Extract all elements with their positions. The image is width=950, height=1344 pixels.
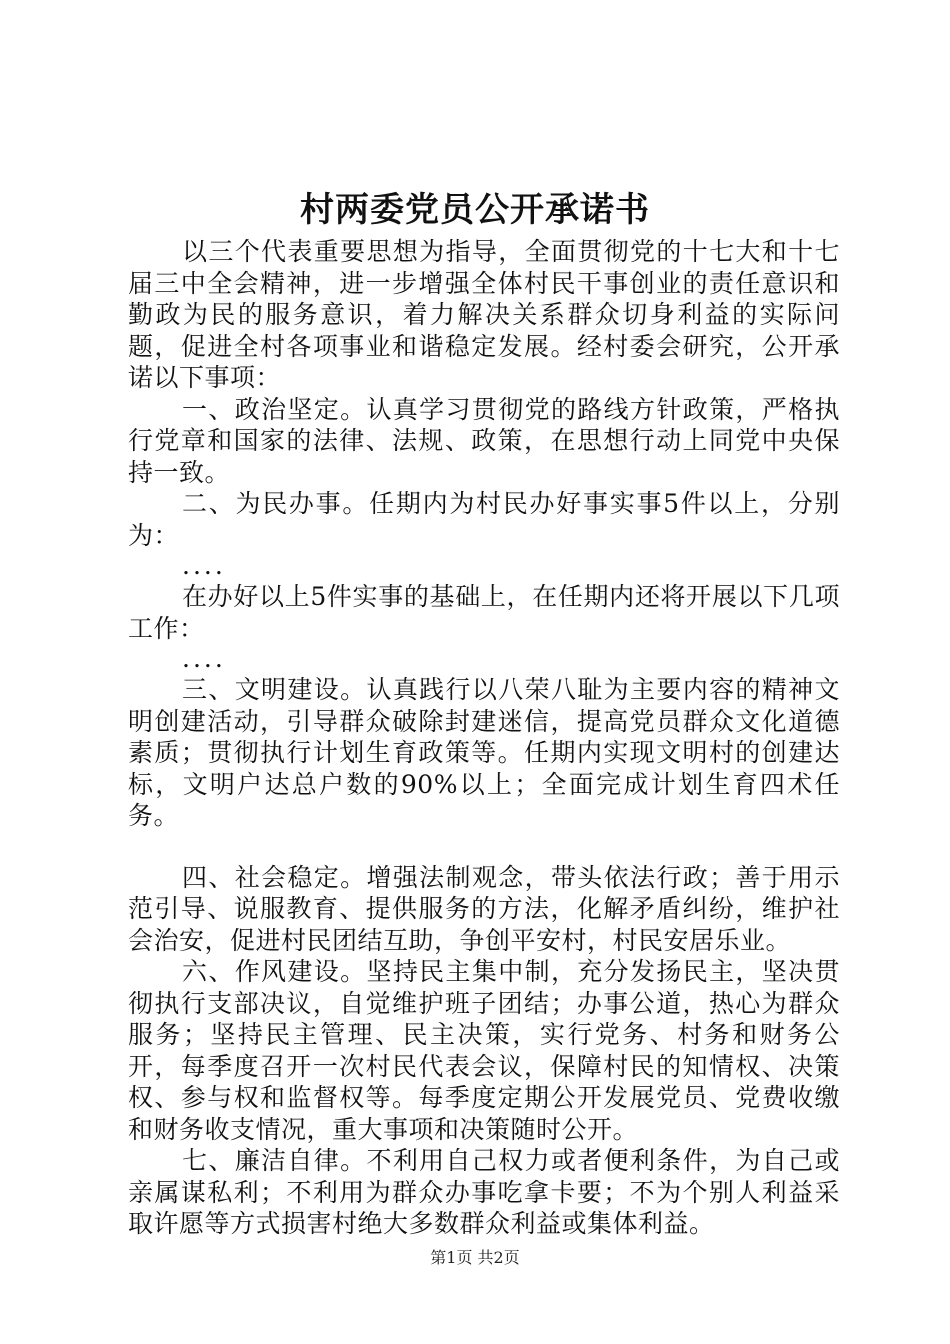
placeholder-ellipsis: .... — [182, 644, 226, 673]
page-indicator: 第1页 共2页 — [430, 1248, 520, 1267]
commitment-work-style: 六、作风建设。坚持民主集中制，充分发扬民主，坚决贯彻执行支部决议，自觉维护班子团结；办事公道，热心为群众服务；坚持民主管理、民主决策，实行党务、村务和财务公开，每季度召开一次村民代表会议，保障村民的知情权、决策权、参与权和监督权等。每季度定期公开发展党员、党费收缴和财务收支情况，重大事项和决策随时公开。 — [128, 957, 840, 1144]
placeholder-ellipsis: .... — [182, 551, 226, 580]
document-body — [128, 236, 840, 1240]
commitment-integrity: 七、廉洁自律。不利用自己权力或者便利条件，为自己或亲属谋私利；不利用为群众办事吃拿卡要；不为个别人利益采取许愿等方式损害村绝大多数群众利益或集体利益。 — [128, 1146, 840, 1238]
commitment-political: 一、政治坚定。认真学习贯彻党的路线方针政策，严格执行党章和国家的法律、法规、政策，在思想行动上同党中央保持一致。 — [128, 394, 840, 487]
document-title: 村两委党员公开承诺书 — [300, 190, 650, 230]
commitment-social-stability: 四、社会稳定。增强法制观念，带头依法行政；善于用示范引导、说服教育、提供服务的方法，化解矛盾纠纷，维护社会治安，促进村民团结互助，争创平安村，村民安居乐业。 — [128, 862, 840, 955]
additional-work-paragraph: 在办好以上5件实事的基础上，在任期内还将开展以下几项工作： — [128, 582, 840, 643]
commitment-civilization: 三、文明建设。认真践行以八荣八耻为主要内容的精神文明创建活动，引导群众破除封建迷信，提高党员群众文化道德素质；贯彻执行计划生育政策等。任期内实现文明村的创建达标，文明户达总户数的90%以上；全面完成计划生育四术任务。 — [128, 675, 840, 830]
commitment-serve-people: 二、为民办事。任期内为村民办好事实事5件以上，分别为： — [128, 489, 840, 550]
intro-paragraph: 以三个代表重要思想为指导，全面贯彻党的十七大和十七届三中全会精神，进一步增强全体村民干事创业的责任意识和勤政为民的服务意识，着力解决关系群众切身利益的实际问题，促进全村各项事业和谐稳定发展。经村委会研究，公开承诺以下事项： — [128, 237, 840, 392]
